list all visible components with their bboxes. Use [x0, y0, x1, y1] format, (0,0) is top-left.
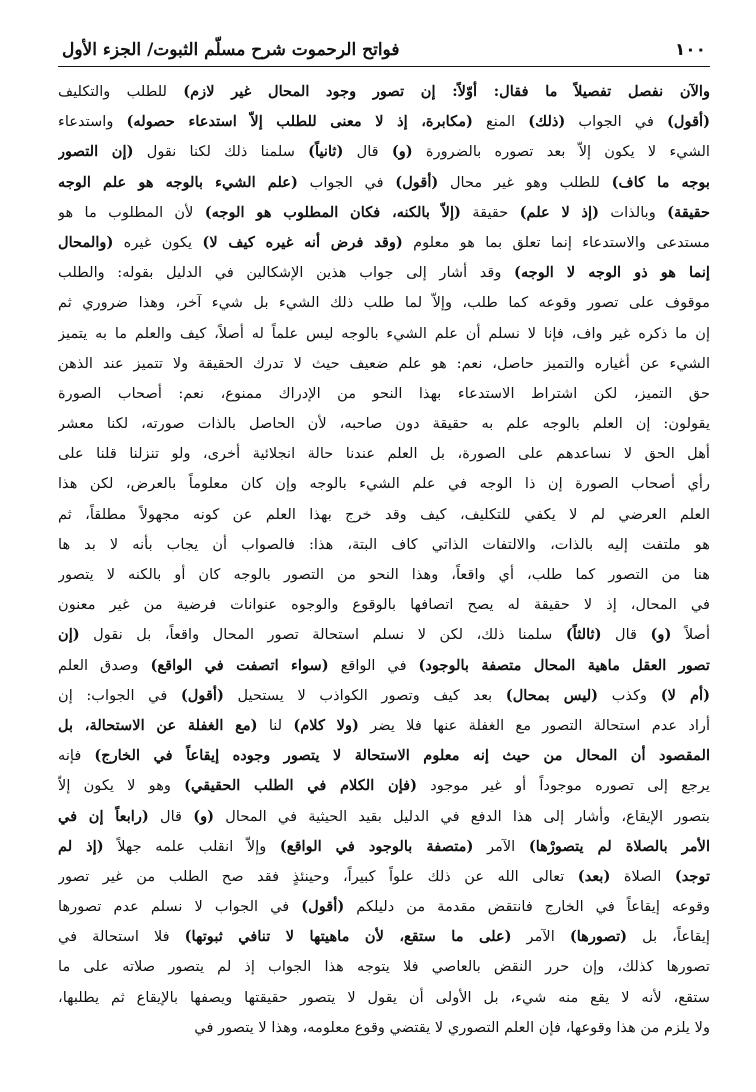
text-line: [58, 500, 710, 530]
bold-segment: (رابعاً إن في: [58, 807, 149, 825]
bold-segment: (إن التصور: [58, 143, 134, 161]
text-line: [58, 802, 710, 832]
text-segment: موقوف على تصور وقوعه كما طلب، وإلاّ لما طلب ذلك الشيء بل شيء آخر، وهذا ضروري ثم: [58, 294, 710, 312]
text-line: [58, 409, 710, 439]
text-segment: في الجواب لا نسلم عدم تصورها: [58, 898, 302, 916]
text-segment: الآمر: [473, 837, 529, 855]
bold-segment: (ذلك): [528, 113, 566, 131]
bold-segment: المقصود أن المحال من حيث إنه معلوم الاستحالة لا يتصور وجوده إيقاعاً في الخارج): [94, 747, 710, 765]
text-segment: وقد أشار إلى جواب هذين الإشكالين في الدليل بقوله: والطلب: [58, 264, 515, 282]
bold-segment: (إلاّ بالكنه، فكان المطلوب هو الوجه): [204, 203, 461, 221]
text-segment: يكون غيره: [113, 233, 203, 251]
text-segment: مستدعى والاستدعاء إنما تعلق بما هو معلوم: [402, 233, 710, 251]
text-line: [58, 439, 710, 469]
text-segment: هو ملتفت إليه بالذات، والالتفات الذاتي كاف البتة، هذا: فالصواب أن يجاب بأنه لا بد ها: [58, 535, 710, 553]
bold-segment: إنما هو ذو الوجه لا الوجه): [514, 264, 710, 282]
text-line: [58, 1013, 710, 1043]
text-line: [58, 379, 710, 409]
text-segment: يرجع إلى تصوره موجوداً أو غير موجود: [417, 777, 710, 795]
text-segment: وإلاّ انقلب علمه جهلاً: [103, 837, 280, 855]
text-segment: حقيقة: [460, 203, 520, 221]
text-segment: لنا: [257, 716, 294, 734]
text-segment: يقولون: إن العلم بالوجه علم به حقيقة دون صاحبه، لأن الحاصل بالذات صورته، لكنا معشر: [58, 415, 710, 433]
text-segment: وبالذات: [599, 203, 668, 221]
bold-segment: (ليس بمحال): [505, 686, 599, 704]
bold-segment: (أقول): [395, 173, 439, 191]
text-line: [58, 862, 710, 892]
text-line: [58, 319, 710, 349]
text-segment: فلا استحالة في: [58, 928, 185, 946]
text-line: [58, 771, 710, 801]
text-segment: وكذب: [598, 686, 661, 704]
text-line: [58, 620, 710, 650]
bold-segment: (ثالثاً): [565, 626, 602, 644]
text-segment: العلم العرضي لم لا يكفي للتكليف، كيف وقد خرج بهذا العلم عن كونه مجهولاً مطلقاً، ثم: [58, 505, 710, 523]
bold-segment: (و): [650, 626, 672, 644]
bold-segment: (والمحال: [58, 233, 114, 251]
text-line: [58, 892, 710, 922]
text-line: [58, 560, 710, 590]
text-line: [58, 832, 710, 862]
bold-segment: حقيقة): [667, 203, 710, 221]
text-line: [58, 952, 710, 982]
text-segment: أراد عدم استحالة التصور مع الغفلة عنها فلا يضر: [358, 716, 710, 734]
text-segment: إن ما ذكره غير واف، فإنا لا نسلم أن علم الشيء بالوجه ليس علماً له أصلاً، كيف والعلم ما به يتميز: [58, 324, 710, 342]
page-body: [58, 77, 710, 1043]
text-segment: هنا من التصور كما طلب، أي واقعاً، وهذا النحو من التصور بالوجه كان أو بالكنه لا يتصور: [58, 566, 710, 583]
bold-segment: (إن: [58, 626, 80, 644]
text-segment: إيقاعاً، بل: [627, 928, 710, 946]
bold-segment: توجد): [674, 867, 710, 885]
text-line: [58, 107, 710, 137]
text-segment: بعد كيف وتصور الكواذب لا يستحيل: [223, 686, 506, 704]
text-segment: قال: [343, 143, 392, 161]
text-line: [58, 651, 710, 681]
page-number: ١٠٠: [674, 40, 706, 60]
bold-segment: (ثانياً): [308, 143, 344, 161]
text-segment: بتصور الإيقاع، وأشار إلى هذا الدفع في الدليل بقيد الحيثية في المحال: [214, 807, 710, 825]
text-line: [58, 469, 710, 499]
bold-segment: (إذ لا علم): [519, 203, 600, 221]
text-line: [58, 258, 710, 288]
bold-segment: (أم لا): [660, 686, 710, 704]
text-segment: في الجواب: [565, 113, 668, 131]
text-segment: قال: [601, 626, 651, 644]
text-segment: في المحال، إذ لا حقيقة له يصح اتصافها بالوقوع والوجوه عنوانات فرضية من غير معنون: [58, 596, 710, 614]
text-segment: وهو لا يكون إلاّ: [58, 777, 185, 795]
bold-segment: (ولا كلام): [293, 716, 359, 734]
bold-segment: تصور العقل ماهية المحال متصفة بالوجود): [418, 656, 710, 674]
bold-segment: (إذ لم: [58, 837, 104, 855]
text-line: [58, 711, 710, 741]
bold-segment: (تصورها): [569, 928, 628, 946]
text-segment: ولا يلزم من هذا وقوعها، فإن العلم التصوري لا يقتضي وقوع معلومه، وهذا لا يتصور في: [194, 1018, 710, 1036]
text-line: [58, 741, 710, 771]
running-title: فواتح الرحموت شرح مسلّم الثبوت/ الجزء الأول: [62, 40, 400, 60]
text-segment: لأن المطلوب ما هو: [58, 203, 205, 221]
text-segment: واستدعاء: [58, 113, 127, 131]
text-line: [58, 590, 710, 620]
text-segment: الصلاة: [610, 867, 675, 885]
bold-segment: (أقول): [180, 686, 224, 704]
text-segment: قال: [148, 807, 194, 825]
bold-segment: (وقد فرض أنه غيره كيف لا): [202, 233, 403, 251]
text-line: [58, 681, 710, 711]
text-segment: الشيء عن أغياره والتميز حاصل، نعم: هو علم ضعيف حيث لا تدرك الحقيقة ولا تتميز عند الذهن: [58, 354, 710, 372]
bold-segment: (و): [193, 807, 215, 825]
bold-segment: (فإن الكلام في الطلب الحقيقي): [184, 777, 417, 795]
text-segment: ستقع، لأنه لا يقع منه شيء، بل الأولى أن يقول لا يتصور حقيقتها ويصفها بالإيقاع ثم يطلبها،: [58, 988, 710, 1006]
bold-segment: (بعد): [577, 867, 611, 885]
text-segment: فإنه: [58, 747, 95, 765]
text-segment: الآمر: [511, 928, 570, 946]
text-line: [58, 288, 710, 318]
bold-segment: (أقول): [667, 113, 710, 131]
bold-segment: (متصفة بالوجود في الواقع): [279, 837, 474, 855]
text-line: [58, 77, 710, 107]
text-line: [58, 168, 710, 198]
text-segment: تصورها كذلك، وإن حرر النقض بالعاصي فلا يتوجه هذا الجواب إذ لم يتصور صلاته على ما: [58, 958, 710, 976]
bold-segment: (أقول): [301, 898, 345, 916]
text-segment: سلمنا ذلك، لكن لا نسلم استحالة تصور المحال واقعاً، بل نقول: [79, 626, 566, 644]
header-rule: [58, 66, 710, 67]
text-segment: في الجواب: إن: [58, 686, 181, 704]
text-segment: للطلب والتكليف: [58, 83, 184, 100]
bold-segment: أوّلاً: إن تصور وجود المحال غير لازم): [183, 83, 478, 100]
text-line: [58, 530, 710, 560]
text-segment: المنع: [472, 113, 529, 131]
text-line: [58, 137, 710, 167]
bold-segment: (سواء اتصفت في الواقع): [150, 656, 329, 674]
text-segment: وقوعه إيقاعاً في الخارج فانتقض مقدمة من دليلكم: [344, 898, 710, 916]
bold-segment: بوجه ما كاف): [611, 173, 710, 191]
bold-segment: الأمر بالصلاة لم يتصورْها): [528, 837, 710, 855]
text-segment: للطلب وهو غير محال: [438, 173, 612, 191]
text-segment: حق التميز، لكن اشتراط الاستدعاء بهذا النحو من الإدراك ممنوع، نعم: أصحاب الصورة: [58, 384, 710, 402]
text-segment: في الجواب: [297, 173, 396, 191]
text-segment: الشيء لا يكون إلاّ بعد تصوره بالضرورة: [412, 143, 710, 161]
text-segment: أهل الحق لا نساعدهم على الصورة، بل العلم عندنا حالة انجلائية أخرى، ولو تنزلنا قلنا على: [58, 445, 710, 463]
text-line: [58, 198, 710, 228]
text-line: [58, 983, 710, 1013]
text-segment: رأي أصحاب الصورة إن ذا الوجه في علم الشيء بالوجه وإن كان معلوماً بالعرض، لكن هذا: [58, 475, 710, 493]
bold-segment: والآن نفصل تفصيلاً ما فقال:: [477, 83, 710, 100]
text-line: [58, 922, 710, 952]
bold-segment: (مع الغفلة عن الاستحالة، بل: [58, 716, 258, 734]
text-segment: في الواقع: [328, 656, 419, 674]
page-header: [58, 36, 710, 60]
text-line: [58, 228, 710, 258]
bold-segment: (على ما ستقع، لأن ماهيتها لا تنافي ثبوتها): [184, 928, 512, 946]
text-segment: سلمنا ذلك لكنا نقول: [133, 143, 309, 161]
text-segment: تعالى الله عن ذلك علواً كبيراً، وحينئذٍ فقد صح الطلب من غير تصور: [58, 867, 578, 885]
page: [58, 36, 710, 1043]
text-segment: أصلاً: [671, 626, 710, 644]
text-segment: وصدق العلم: [58, 656, 151, 674]
bold-segment: (مكابرة، إذ لا معنى للطلب إلاّ استدعاء حصوله): [126, 113, 473, 131]
bold-segment: (علم الشيء بالوجه هو علم الوجه: [58, 173, 298, 191]
text-line: [58, 349, 710, 379]
bold-segment: (و): [391, 143, 413, 161]
